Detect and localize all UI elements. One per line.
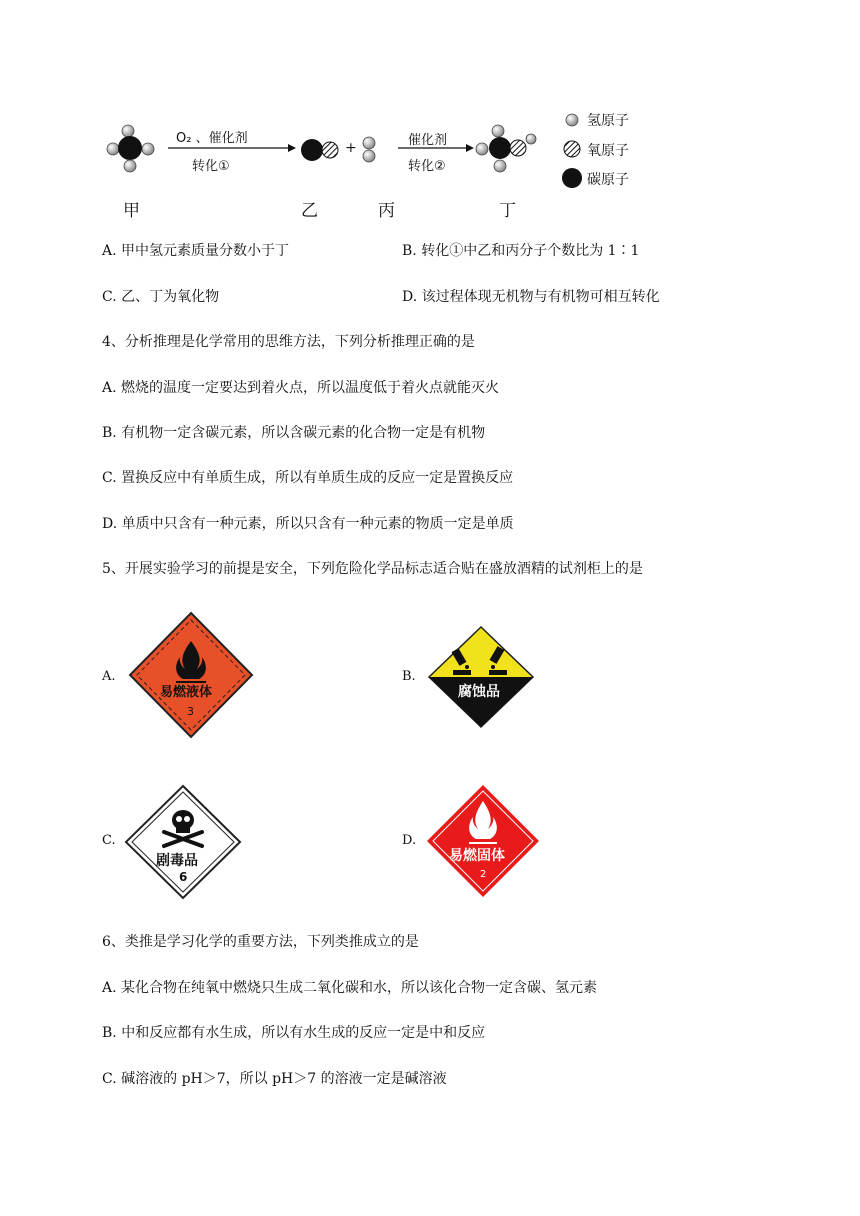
q5-option-a-sign[interactable]: [128, 611, 254, 739]
q5-a-sign-text: 易燃液体: [160, 685, 213, 700]
legend-graphic: [560, 105, 590, 195]
flammable-solid-sign-icon: [425, 783, 541, 899]
molecule-yi: [301, 139, 338, 161]
label-ding: 丁: [499, 201, 516, 221]
legend-hydrogen-label: 氢原子: [587, 113, 629, 129]
q6-option-c[interactable]: C. 碱溶液的 pH＞7，所以 pH＞7 的溶液一定是碱溶液: [102, 1071, 447, 1087]
molecule-jia: [107, 125, 154, 172]
q4-option-c[interactable]: C. 置换反应中有单质生成，所以有单质生成的反应一定是置换反应: [102, 470, 514, 486]
hydrogen-atom-icon: [566, 114, 578, 126]
oxygen-atom-icon: [564, 141, 580, 157]
arrow-2-top-label: 催化剂: [408, 133, 448, 148]
q5-option-b-sign[interactable]: [427, 625, 535, 729]
q5-stem: 5、开展实验学习的前提是安全，下列危险化学品标志适合贴在盛放酒精的试剂柜上的是: [102, 561, 643, 577]
q5-d-sign-text: 易燃固体: [449, 848, 505, 864]
arrow-1-top-label: O₂ 、催化剂: [176, 131, 248, 146]
q5-option-d-sign[interactable]: [425, 783, 541, 899]
plus-sign: +: [345, 140, 357, 156]
arrow-2-bottom-label: 转化②: [408, 159, 446, 174]
q3-option-a[interactable]: A. 甲中氢元素质量分数小于丁: [102, 243, 290, 259]
q5-d-sign-number: 2: [480, 869, 487, 880]
molecule-bing: [363, 137, 375, 162]
q5-option-d-letter[interactable]: D.: [402, 833, 417, 848]
q5-c-sign-text: 剧毒品: [156, 853, 198, 869]
label-bing: 丙: [378, 201, 395, 221]
molecule-ding: [476, 125, 536, 172]
q4-stem: 4、分析推理是化学常用的思维方法，下列分析推理正确的是: [102, 334, 475, 350]
arrow-1-bottom-label: 转化①: [192, 159, 230, 174]
corrosive-sign-icon: [427, 625, 535, 729]
flammable-liquid-sign-icon: [128, 611, 254, 739]
legend-carbon-label: 碳原子: [587, 172, 629, 188]
q5-option-c-letter[interactable]: C.: [102, 833, 116, 848]
q6-option-b[interactable]: B. 中和反应都有水生成，所以有水生成的反应一定是中和反应: [102, 1025, 486, 1041]
q5-option-c-sign[interactable]: [124, 784, 242, 900]
legend-oxygen-label: 氧原子: [587, 143, 629, 159]
q5-c-sign-number: 6: [179, 870, 188, 884]
q3-option-d[interactable]: D. 该过程体现无机物与有机物可相互转化: [402, 289, 660, 305]
q6-option-a[interactable]: A. 某化合物在纯氧中燃烧只生成二氧化碳和水，所以该化合物一定含碳、氢元素: [102, 980, 598, 996]
q5-a-sign-number: 3: [187, 705, 194, 718]
q3-option-b[interactable]: B. 转化①中乙和丙分子个数比为 1∶1: [402, 243, 640, 259]
q6-stem: 6、类推是学习化学的重要方法，下列类推成立的是: [102, 934, 419, 950]
q5-option-a-letter[interactable]: A.: [102, 669, 116, 684]
q5-option-b-letter[interactable]: B.: [402, 669, 416, 684]
q4-option-b[interactable]: B. 有机物一定含碳元素，所以含碳元素的化合物一定是有机物: [102, 425, 486, 441]
q4-option-d[interactable]: D. 单质中只含有一种元素，所以只含有一种元素的物质一定是单质: [102, 516, 514, 532]
label-jia: 甲: [123, 201, 140, 221]
q4-option-a[interactable]: A. 燃烧的温度一定要达到着火点，所以温度低于着火点就能灭火: [102, 380, 500, 396]
label-yi: 乙: [301, 201, 318, 221]
q5-b-sign-text: 腐蚀品: [458, 684, 500, 700]
carbon-atom-icon: [562, 168, 582, 188]
q3-option-c[interactable]: C. 乙、丁为氧化物: [102, 289, 220, 305]
